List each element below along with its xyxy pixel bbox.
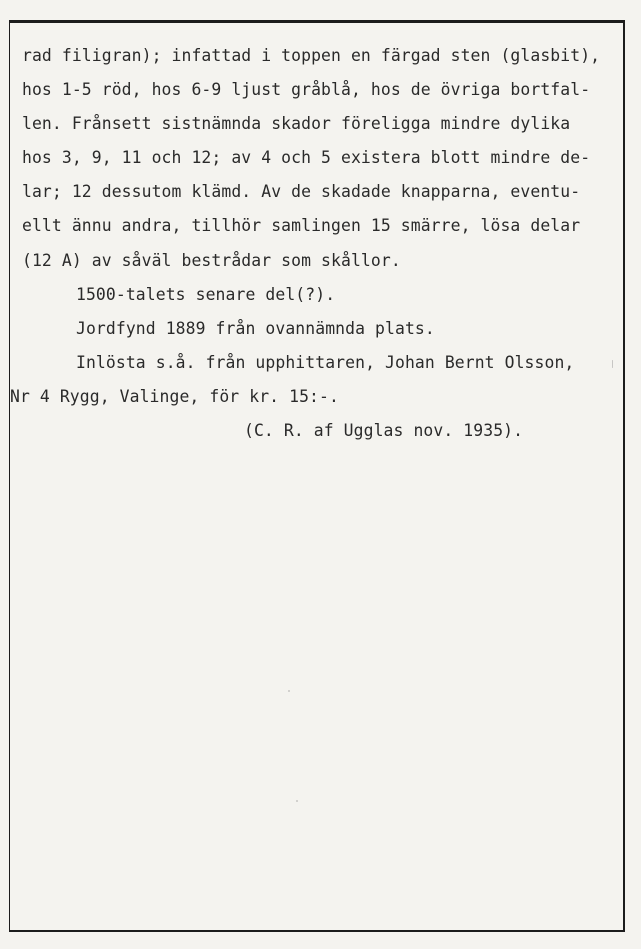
text-line-6: ellt ännu andra, tillhör samlingen 15 smärre, lösa delar — [22, 216, 581, 235]
text-line-1: rad filigran); infattad i toppen en färgad sten (glasbit), — [22, 46, 601, 65]
text-line-2: hos 1-5 röd, hos 6-9 ljust gråblå, hos de övriga bortfal- — [22, 80, 591, 99]
location-line: Nr 4 Rygg, Valinge, för kr. 15:-. — [10, 387, 339, 406]
find-line: Jordfynd 1889 från ovannämnda plats. — [76, 319, 435, 338]
paper-speck — [296, 800, 298, 802]
paper-speck — [288, 690, 290, 692]
dating-line: 1500-talets senare del(?). — [76, 285, 336, 304]
text-line-3: len. Frånsett sistnämnda skador föreligga mindre dylika — [22, 114, 571, 133]
acquisition-line: Inlösta s.å. från upphittaren, Johan Bernt Olsson, — [76, 353, 575, 372]
text-line-5: lar; 12 dessutom klämd. Av de skadade knapparna, eventu- — [22, 182, 581, 201]
text-line-4: hos 3, 9, 11 och 12; av 4 och 5 existera blott mindre de- — [22, 148, 591, 167]
text-line-7: (12 A) av såväl bestrådar som skållor. — [22, 251, 401, 270]
paper-speck — [612, 360, 613, 368]
signature-line: (C. R. af Ugglas nov. 1935). — [244, 421, 524, 440]
